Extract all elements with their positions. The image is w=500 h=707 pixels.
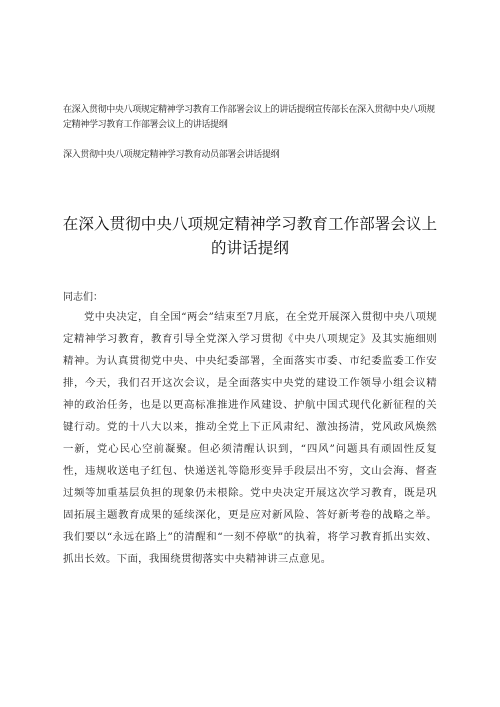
- document-title-line-1: 在深入贯彻中央八项规定精神学习教育工作部署会议上: [62, 215, 438, 233]
- greeting: 同志们：: [63, 292, 103, 303]
- document-title-line-2: 的讲话提纲: [210, 239, 289, 257]
- toc-item-1[interactable]: 在深入贯彻中央八项规定精神学习教育工作部署会议上的讲话提纲宣传部长在深入贯彻中央八项规定精神学习教育工作部署会议上的讲话提纲: [63, 105, 435, 130]
- document-title: [60, 212, 440, 260]
- body-paragraph: 党中央决定，自全国“两会”结束至7月底，在全党开展深入贯彻中央八项规定精神学习教育，教育引导全党深入学习贯彻《中央八项规定》及其实施细则精神。为认真贯彻党中央、中央纪委部署，全面落实市委、市纪委监委工作安排，今天，我们召开这次会议，是全面落实中央党的建设工作领导小组会议精神的政治任务，也是以更高标准推进作风建设、护航中国式现代化新征程的关键行动。党的十八大以来，推动全党上下正风肃纪、激浊扬清，党风政风焕然一新，党心民心空前凝聚。但必须清醒认识到，“四风”问题具有顽固性反复性，违规收送电子红包、快递送礼等隐形变异手段层出不穷，文山会海、督查过频等加重基层负担的现象仍未根除。党中央决定开展这次学习教育，既是巩固拓展主题教育成果的延续深化，更是应对新风险、答好新考卷的战略之举。我们要以“永远在路上”的清醒和“一刻不停歇”的执着，将学习教育抓出实效、抓出长效。下面，我围绕贯彻落实中央精神讲三点意见。: [63, 311, 437, 565]
- toc-item-2[interactable]: 深入贯彻中央八项规定精神学习教育动员部署会讲话提纲: [63, 150, 280, 160]
